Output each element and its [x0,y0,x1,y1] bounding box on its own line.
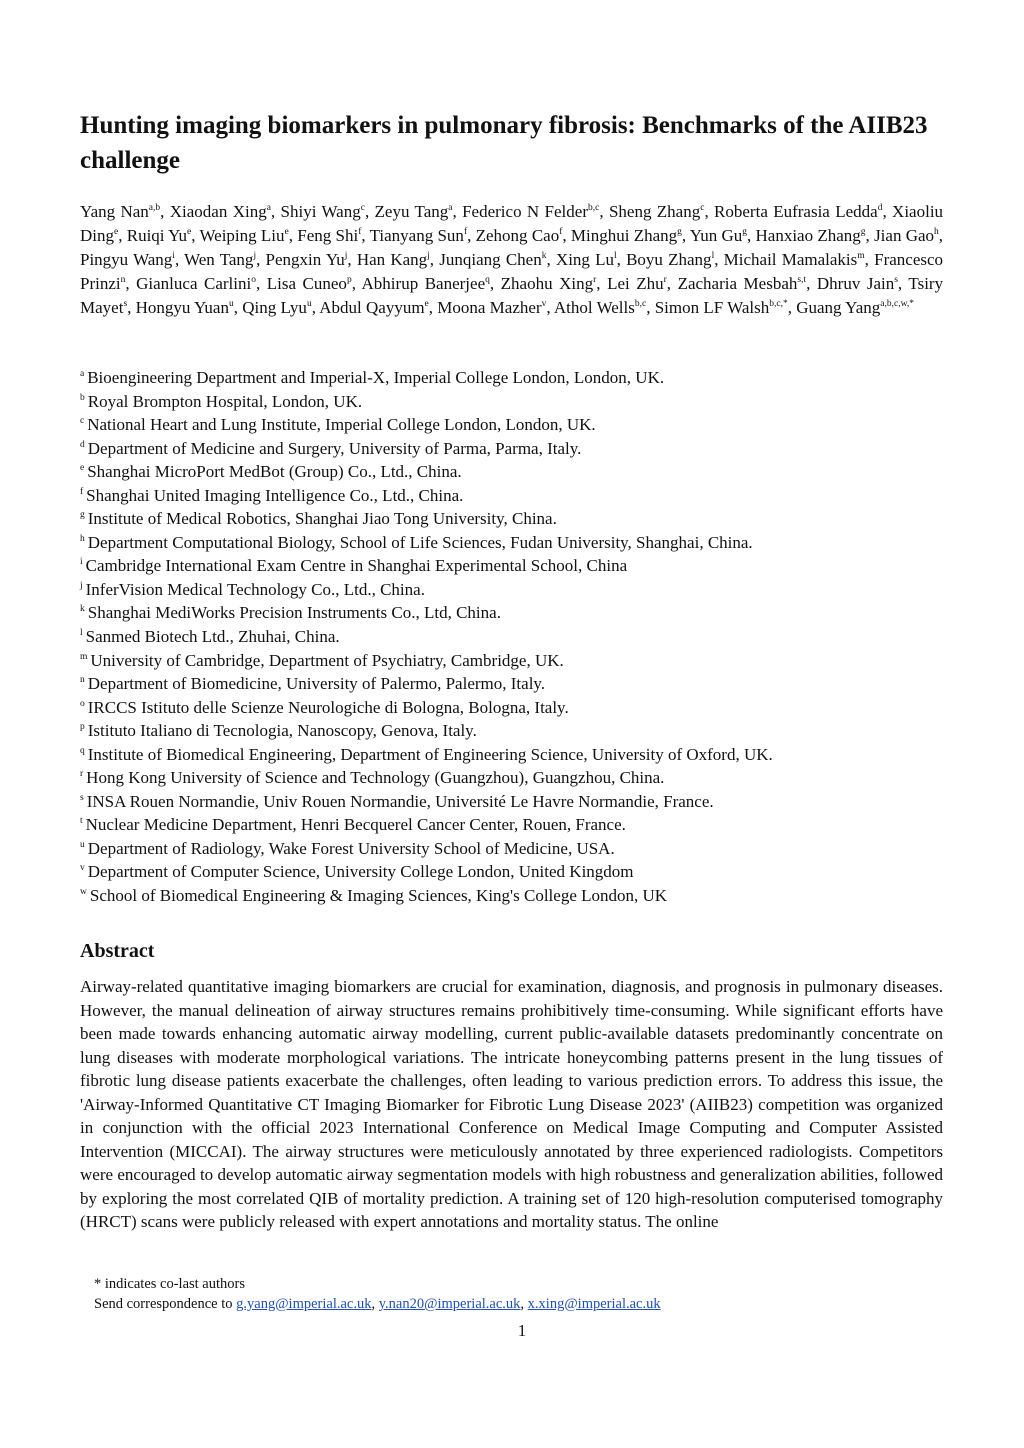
author-separator: , [806,274,817,293]
author-separator: , [882,202,893,221]
author-separator: , [681,226,690,245]
author-affiliation-marker: a [266,203,271,213]
affiliation-item [80,390,960,414]
affiliation-text: Nuclear Medicine Department, Henri Becquerel Cancer Center, Rouen, France. [85,815,626,835]
affiliation-item [80,766,960,790]
author-name: Qing Lyu [242,298,307,317]
author-affiliation-marker: n [120,275,126,285]
author-separator: , [714,250,724,269]
author-name: Athol Wells [553,298,635,317]
author-separator: , [361,226,370,245]
affiliation-item [80,884,960,908]
author-name: Sheng Zhang [608,202,701,221]
affiliation-item [80,837,960,861]
author-affiliation-marker: a,b,c,w,* [880,299,914,309]
author-affiliation-marker: d [877,203,883,213]
affiliation-item [80,531,960,555]
affiliation-item [80,719,960,743]
affiliation-text: Department of Radiology, Wake Forest University School of Medicine, USA. [87,838,615,858]
affiliation-text: Cambridge International Exam Centre in Shanghai Experimental School, China [85,556,628,576]
author-name: Jian Gao [874,226,935,245]
author-affiliation-marker: f [463,227,468,237]
author-name: Moona Mazher [437,298,542,317]
affiliation-item [80,460,960,484]
author-affiliation-marker: j [344,251,348,261]
author-name: Zacharia Mesbah [677,274,798,293]
author-separator: , [364,202,375,221]
abstract-heading: Abstract [80,940,155,962]
affiliation-item [80,790,960,814]
author-affiliation-marker: u [306,299,312,309]
correspondence-line: Send correspondence to g.yang@imperial.ac.uk, y.nan20@imperial.ac.uk, x.xing@imperial.ac.uk [94,1296,661,1312]
affiliation-text: Istituto Italiano di Tecnologia, Nanoscopy, Genova, Italy. [87,721,477,741]
author-name: Michail Mamalakis [723,250,858,269]
affiliation-key: k [80,604,85,615]
affiliation-text: Department of Computer Science, University College London, United Kingdom [87,862,634,882]
affiliation-text: InferVision Medical Technology Co., Ltd., China. [85,579,425,599]
author-separator: , [546,298,554,317]
affiliation-item [80,860,960,884]
author-affiliation-marker: b,c [587,203,600,213]
author-separator: , [562,226,571,245]
author-affiliation-marker: c [700,203,705,213]
author-affiliation-marker: u [228,299,234,309]
author-separator: , [467,226,476,245]
author-affiliation-marker: j [427,251,430,261]
author-name: Pengxin Yu [265,250,345,269]
affiliation-key: t [80,816,83,827]
author-affiliation-marker: b,c [634,299,647,309]
author-affiliation-marker: s [123,299,128,309]
author-affiliation-marker: g [677,227,682,237]
author-name: Hongyu Yuan [135,298,229,317]
author-separator: , [452,202,463,221]
author-name: Abdul Qayyum [319,298,425,317]
affiliation-text: School of Biomedical Engineering & Imaging Sciences, King's College London, UK [89,886,668,906]
affiliation-text: Institute of Biomedical Engineering, Department of Engineering Science, University of Oxford, UK. [87,744,773,764]
author-affiliation-marker: j [253,251,257,261]
author-affiliation-marker: m [857,251,865,261]
author-affiliation-marker: h [934,227,939,237]
author-name: Xing Lu [555,250,614,269]
affiliation-text: Sanmed Biotech Ltd., Zhuhai, China. [85,627,340,647]
affiliation-item [80,625,960,649]
author-affiliation-marker: a [448,203,453,213]
affiliation-key: q [80,745,85,756]
author-separator: , [489,274,501,293]
affiliation-text: Royal Brompton Hospital, London, UK. [87,391,363,411]
author-name: Tianyang Sun [369,226,464,245]
author-affiliation-marker: f [559,227,563,237]
author-separator: , [233,298,243,317]
author-affiliation-marker: f [358,227,362,237]
correspondence-label: Send correspondence to [94,1296,233,1312]
author-affiliation-marker: e [424,299,429,309]
author-separator: , [599,202,609,221]
author-affiliation-marker: q [485,275,490,285]
author-name: Abhirup Banerjee [361,274,486,293]
author-name: Federico N Felder [462,202,588,221]
author-name: Xiaodan Xing [169,202,267,221]
affiliation-key: c [80,416,85,427]
author-name: Shiyi Wang [280,202,361,221]
affiliation-key: u [80,839,85,850]
author-separator: , [288,226,298,245]
author-separator: , [546,250,556,269]
affiliation-key: l [80,628,83,639]
affiliation-item [80,484,960,508]
author-separator: , [938,226,944,245]
author-list [80,200,943,320]
author-separator: , [255,274,267,293]
affiliation-text: Shanghai United Imaging Intelligence Co., Ltd., China. [86,485,464,505]
affiliation-item [80,413,960,437]
affiliation-item [80,366,960,390]
author-affiliation-marker: g [742,227,747,237]
affiliation-item [80,813,960,837]
author-affiliation-marker: s,t [797,275,807,285]
author-separator: , [864,250,875,269]
author-affiliation-marker: v [541,299,547,309]
email-link-g-yang[interactable]: g.yang@imperial.ac.uk [236,1296,372,1312]
author-separator: , [256,250,266,269]
author-separator: , [428,298,438,317]
author-name: Zeyu Tang [374,202,449,221]
abstract-body: Airway-related quantitative imaging biomarkers are crucial for examination, diagnosis, and prognosis in pulmonary diseases. However, the manual delineation of airway structures remains prohibitively time-consuming. While significant efforts have been made towards enhancing automatic airway modelling, current public-available datasets predominantly concentrate on lung diseases with moderate morphological variations. The intricate honeycombing patterns present in the lung tissues of fibrotic lung disease patients exacerbate the challenges, often leading to various prediction errors. To address this issue, the 'Airway-Informed Quantitative CT Imaging Biomarker for Fibrotic Lung Disease 2023' (AIIB23) competition was organized in conjunction with the official 2023 International Conference on Medical Image Computing and Computer Assisted Intervention (MICCAI). The airway structures were meticulously annotated by three experienced radiologists. Competitors were encouraged to develop automatic airway segmentation models with high robustness and generalization abilities, followed by exploring the most correlated QIB of mortality prediction. A training set of 120 high-resolution computerised tomography (HRCT) scans were publicly released with expert annotations and mortality status. The online [80,977,943,1232]
author-name: Francesco Prinzi [80,250,944,293]
author-affiliation-marker: l [614,251,617,261]
affiliation-key: p [80,722,85,733]
footnotes [94,1274,661,1314]
author-name: Xiaoliu Ding [80,202,944,245]
affiliation-text: IRCCS Istituto delle Scienze Neurologiche di Bologna, Bologna, Italy. [87,697,569,717]
affiliation-text: Department of Biomedicine, University of Palermo, Palermo, Italy. [87,674,546,694]
author-affiliation-marker: o [251,275,256,285]
author-separator: , [118,226,127,245]
affiliation-item [80,507,960,531]
author-affiliation-marker: l [711,251,715,261]
author-name: Yun Gu [689,226,743,245]
author-affiliation-marker: k [541,251,547,261]
author-name: Pingyu Wang [80,250,173,269]
affiliation-text: University of Cambridge, Department of Psychiatry, Cambridge, UK. [90,650,564,670]
author-separator: , [865,226,875,245]
author-name: Gianluca Carlini [136,274,252,293]
author-name: Yang Nan [80,202,149,221]
affiliation-item [80,578,960,602]
author-affiliation-marker: a,b [148,203,161,213]
affiliation-text: Hong Kong University of Science and Technology (Guangzhou), Guangzhou, China. [86,768,665,788]
affiliation-text: Department Computational Biology, School of Life Sciences, Fudan University, Shanghai, China. [87,532,753,552]
affiliation-key: f [80,486,84,497]
affiliation-key: h [80,533,85,544]
author-affiliation-marker: b,c,* [769,299,788,309]
affiliation-key: j [80,580,83,591]
affiliation-text: Institute of Medical Robotics, Shanghai Jiao Tong University, China. [87,509,557,529]
author-separator: , [351,274,362,293]
affiliation-item [80,554,960,578]
author-separator: , [616,250,627,269]
affiliation-text: Shanghai MediWorks Precision Instruments Co., Ltd, China. [87,603,501,623]
affiliation-item [80,437,960,461]
author-name: Simon LF Walsh [654,298,770,317]
author-name: Dhruv Jain [816,274,895,293]
affiliation-text: National Heart and Lung Institute, Imperial College London, London, UK. [87,415,596,435]
author-separator: , [270,202,281,221]
affiliation-key: o [80,698,85,709]
affiliation-text: INSA Rouen Normandie, Univ Rouen Normandie, Université Le Havre Normandie, France. [86,791,714,811]
affiliation-item [80,743,960,767]
affiliation-key: i [80,557,83,568]
author-separator: , [191,226,200,245]
affiliation-item [80,672,960,696]
author-name: Feng Shi [297,226,359,245]
author-name: Lei Zhu [607,274,664,293]
co-last-authors-note: * indicates co-last authors [94,1276,245,1292]
author-separator: , [160,202,170,221]
author-affiliation-marker: e [187,227,192,237]
affiliation-item [80,696,960,720]
author-affiliation-marker: g [860,227,866,237]
author-name: Zhaohu Xing [500,274,594,293]
author-separator: , [787,298,797,317]
author-separator: , [429,250,440,269]
affiliation-key: m [80,651,88,662]
author-name: Lisa Cuneo [266,274,347,293]
author-separator: , [897,274,909,293]
affiliation-key: b [80,392,85,403]
affiliation-text: Department of Medicine and Surgery, University of Parma, Parma, Italy. [87,438,582,458]
author-name: Weiping Liu [199,226,285,245]
affiliation-key: e [80,463,85,474]
author-affiliation-marker: r [663,275,667,285]
author-affiliation-marker: c [360,203,365,213]
author-separator: , [125,274,137,293]
author-affiliation-marker: p [346,275,352,285]
author-affiliation-marker: r [593,275,597,285]
author-separator: , [666,274,678,293]
author-name: Hanxiao Zhang [755,226,861,245]
affiliation-text: Shanghai MicroPort MedBot (Group) Co., Ltd., China. [87,462,462,482]
author-affiliation-marker: e [284,227,289,237]
author-separator: , [311,298,320,317]
author-separator: , [746,226,756,245]
author-separator: , [704,202,715,221]
author-name: Han Kang [356,250,428,269]
page-number: 1 [517,1321,527,1340]
author-name: Wen Tang [184,250,254,269]
author-separator: , [347,250,357,269]
author-separator: , [174,250,185,269]
author-name: Zehong Cao [475,226,560,245]
author-name: Guang Yang [796,298,881,317]
author-separator: , [127,298,136,317]
author-separator: , [646,298,655,317]
paper-title: Hunting imaging biomarkers in pulmonary fibrosis: Benchmarks of the AIIB23 challenge [80,112,928,174]
author-name: Junqiang Chen [439,250,542,269]
author-name: Boyu Zhang [626,250,712,269]
author-name: Tsiry Mayet [80,274,944,317]
affiliation-key: v [80,863,85,874]
email-link-y-nan[interactable]: y.nan20@imperial.ac.uk [378,1296,521,1312]
affiliation-key: r [80,769,84,780]
author-name: Ruiqi Yu [126,226,188,245]
affiliation-item [80,649,960,673]
author-name: Minghui Zhang [570,226,678,245]
author-separator: , [596,274,608,293]
affiliation-key: n [80,675,85,686]
affiliation-key: a [80,369,85,379]
email-link-x-xing[interactable]: x.xing@imperial.ac.uk [527,1296,661,1312]
affiliation-key: g [80,510,85,521]
author-affiliation-marker: s [894,275,898,285]
affiliation-key: s [80,792,84,803]
affiliation-key: w [80,887,87,898]
author-name: Roberta Eufrasia Ledda [714,202,878,221]
affiliation-text: Bioengineering Department and Imperial-X, Imperial College London, London, UK. [87,368,665,387]
author-affiliation-marker: i [172,251,175,261]
affiliation-item [80,601,960,625]
affiliation-list [80,366,960,908]
author-affiliation-marker: e [114,227,119,237]
affiliation-key: d [80,439,85,450]
